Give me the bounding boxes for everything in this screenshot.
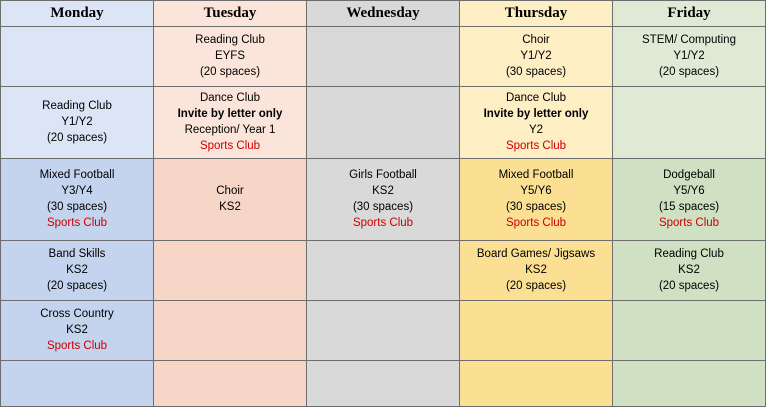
cell-tuesday-6 (154, 361, 307, 407)
cell-monday-4 (1, 241, 154, 301)
cell-content (460, 87, 612, 158)
cell-line: Reading Club (654, 248, 724, 260)
cell-tuesday-3 (154, 159, 307, 241)
cell-content (613, 301, 765, 360)
table-row (1, 361, 766, 407)
sports-club-tag: Sports Club (46, 217, 108, 229)
cell-friday-5 (613, 301, 766, 361)
cell-line: (20 spaces) (199, 66, 261, 78)
cell-line: Y5/Y6 (673, 185, 705, 197)
cell-tuesday-5 (154, 301, 307, 361)
cell-content (154, 159, 306, 240)
cell-content (460, 241, 612, 300)
cell-friday-6 (613, 361, 766, 407)
cell-content (460, 27, 612, 86)
cell-friday-3 (613, 159, 766, 241)
cell-content (154, 87, 306, 158)
cell-content (154, 301, 306, 360)
column-header-friday: Friday (613, 1, 766, 27)
cell-line: Dance Club (199, 92, 261, 104)
cell-thursday-6 (460, 361, 613, 407)
cell-thursday-4 (460, 241, 613, 301)
cell-content (1, 87, 153, 158)
cell-line: KS2 (372, 185, 394, 197)
sports-club-tag: Sports Club (505, 140, 567, 152)
cell-wednesday-4 (307, 241, 460, 301)
table-row (1, 87, 766, 159)
cell-wednesday-2 (307, 87, 460, 159)
cell-line: (20 spaces) (658, 280, 720, 292)
cell-content (307, 361, 459, 406)
cell-line: Girls Football (349, 169, 417, 181)
cell-line: Board Games/ Jigsaws (476, 248, 596, 260)
cell-line: Invite by letter only (483, 108, 589, 120)
cell-thursday-5 (460, 301, 613, 361)
table-row (1, 27, 766, 87)
cell-monday-3 (1, 159, 154, 241)
cell-content (307, 159, 459, 240)
cell-wednesday-3 (307, 159, 460, 241)
cell-line: (15 spaces) (658, 201, 720, 213)
cell-line: (20 spaces) (658, 66, 720, 78)
cell-content (154, 27, 306, 86)
cell-tuesday-1 (154, 27, 307, 87)
header-row (1, 1, 766, 27)
cell-content (613, 159, 765, 240)
cell-line: KS2 (219, 201, 241, 213)
cell-line: Y2 (528, 124, 544, 136)
cell-line: Cross Country (40, 308, 114, 320)
cell-line: Dodgeball (663, 169, 715, 181)
sports-club-tag: Sports Club (199, 140, 261, 152)
table-row (1, 301, 766, 361)
cell-content (1, 159, 153, 240)
cell-monday-5 (1, 301, 154, 361)
cell-wednesday-1 (307, 27, 460, 87)
cell-line: Y1/Y2 (520, 50, 552, 62)
cell-line: KS2 (525, 264, 547, 276)
cell-line: Invite by letter only (177, 108, 283, 120)
cell-content (613, 87, 765, 158)
cell-line: Choir (216, 185, 244, 197)
cell-content (460, 159, 612, 240)
cell-content (154, 361, 306, 406)
cell-line: Y3/Y4 (61, 185, 93, 197)
cell-line: Y1/Y2 (673, 50, 705, 62)
cell-content (460, 301, 612, 360)
cell-wednesday-6 (307, 361, 460, 407)
cell-line: Dance Club (505, 92, 567, 104)
cell-line: KS2 (66, 264, 88, 276)
column-header-thursday: Thursday (460, 1, 613, 27)
timetable-body (1, 27, 766, 407)
cell-line: (20 spaces) (46, 280, 108, 292)
cell-line: (30 spaces) (505, 201, 567, 213)
column-header-wednesday: Wednesday (307, 1, 460, 27)
cell-line: Choir (522, 34, 550, 46)
cell-line: KS2 (66, 324, 88, 336)
cell-line: Band Skills (48, 248, 106, 260)
cell-thursday-2 (460, 87, 613, 159)
cell-content (307, 301, 459, 360)
cell-content (613, 361, 765, 406)
cell-content (307, 241, 459, 300)
cell-line: (30 spaces) (46, 201, 108, 213)
cell-content (154, 241, 306, 300)
cell-content (1, 241, 153, 300)
cell-line: STEM/ Computing (642, 34, 736, 46)
cell-content (307, 27, 459, 86)
sports-club-tag: Sports Club (46, 340, 108, 352)
cell-line: Y5/Y6 (520, 185, 552, 197)
cell-line: EYFS (214, 50, 246, 62)
table-row (1, 241, 766, 301)
cell-content (613, 241, 765, 300)
cell-tuesday-2 (154, 87, 307, 159)
cell-tuesday-4 (154, 241, 307, 301)
cell-line: (30 spaces) (352, 201, 414, 213)
cell-line: Mixed Football (498, 169, 574, 181)
cell-line: Reading Club (42, 100, 112, 112)
sports-club-tag: Sports Club (352, 217, 414, 229)
column-header-tuesday: Tuesday (154, 1, 307, 27)
cell-line: (30 spaces) (505, 66, 567, 78)
cell-line: Y1/Y2 (61, 116, 93, 128)
cell-monday-1 (1, 27, 154, 87)
cell-content (460, 361, 612, 406)
sports-club-tag: Sports Club (658, 217, 720, 229)
cell-content (1, 27, 153, 86)
cell-line: (20 spaces) (505, 280, 567, 292)
cell-friday-4 (613, 241, 766, 301)
cell-thursday-1 (460, 27, 613, 87)
cell-friday-1 (613, 27, 766, 87)
cell-content (613, 27, 765, 86)
timetable-header (1, 1, 766, 27)
cell-line: Reception/ Year 1 (184, 124, 276, 136)
table-row (1, 159, 766, 241)
sports-club-tag: Sports Club (505, 217, 567, 229)
cell-wednesday-5 (307, 301, 460, 361)
cell-monday-2 (1, 87, 154, 159)
cell-line: Mixed Football (39, 169, 115, 181)
cell-content (307, 87, 459, 158)
cell-thursday-3 (460, 159, 613, 241)
column-header-monday: Monday (1, 1, 154, 27)
cell-line: Reading Club (195, 34, 265, 46)
cell-monday-6 (1, 361, 154, 407)
cell-line: (20 spaces) (46, 132, 108, 144)
cell-friday-2 (613, 87, 766, 159)
cell-content (1, 301, 153, 360)
cell-line: KS2 (678, 264, 700, 276)
cell-content (1, 361, 153, 406)
